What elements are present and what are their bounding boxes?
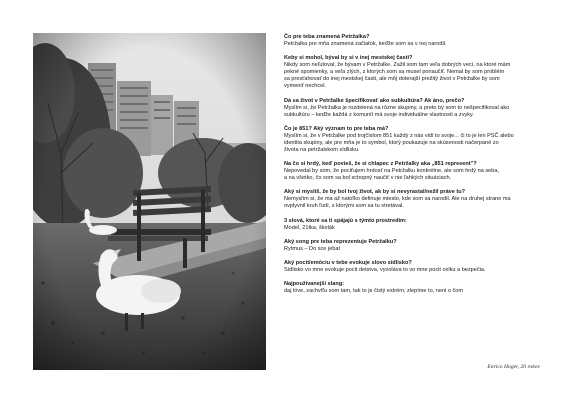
qa-block [284,281,546,295]
question: Aký song pre teba reprezentuje Petržalku? [284,238,397,245]
answer: Rytmus – Do sce jebat [284,245,341,252]
photo-swans-bench [33,33,266,370]
answer: Myslím si, že Petržalka je rozdelená na rôzne skupiny, a preto by som to nešpecifikoval ako subkultúru – keďže každá z komunít má svoje individuálne vlastnosti a zvyky. [284,104,510,118]
answer: Nikdy som neľutoval, že bývam v Petržalke. Zažil som tam veľa dobrých vecí, na ktoré mám pekné spomienky, a veľa zlých, z ktorých som sa musel ponaučiť. Nemal by som problém sa presťahovať do inej mestskej časti, ale môj doterajší prežitý život v Petržalke by som vymeniť nechcel. [284,62,511,90]
question: Čo je 851? Aký význam to pre teba má? [284,125,389,132]
question: Čo pre teba znamená Petržalka? [284,34,370,40]
signature: Enrico Hoger, 20 rokov [487,364,540,370]
question: Najpoužívanejší slang: [284,281,345,288]
answer: Model, 21tka, školák [284,224,335,231]
question: Keby si mohol, býval by si v inej mestskej časti? [284,55,413,62]
question: 3 slová, ktoré sa ti spájajú s týmto prostredím: [284,217,407,224]
qa-block [284,55,546,90]
answer: Nemyslím si, že ma až natoľko definuje miesto, kde som sa narodil. Ale na druhej strane ma ovplyvnil kruh ľudí, s ktorými som sa tu stretával. [284,196,511,210]
photo-swans-bench-icon [33,33,266,370]
question: Dá sa život v Petržalke špecifikovať ako subkultúra? Ak áno, prečo? [284,97,465,104]
qa-block [284,34,546,48]
qa-block [284,218,546,232]
qa-block [284,260,546,274]
qa-block [284,239,546,253]
qa-block [284,98,546,119]
interview-text [284,34,546,302]
question: Aký pocit/emóciu v tebe evokuje slovo sídlisko? [284,259,412,266]
answer: Myslím si, že v Petržalke pod trojčíslom 851 každý z nás vidí to svoje... či to je len PSČ alebo identita skupiny, ale pre mňa je to symbol, ktorý poukazuje na skúsenosti načerpané zo života na petržalskom sídlisku. [284,132,514,153]
qa-block [284,161,546,182]
qa-block [284,189,546,210]
answer: Sídlisko vo mne evokuje pocit detstva, vyvoláva to vo mne pocit celku a bezpečia. [284,266,486,273]
qa-block [284,126,546,154]
answer: daj lóve, zachvíľu som tam, tak to je čistý extrém, zlepíme to, neni o čom [284,288,464,295]
answer: Nepovedal by som, že pociťujem hrdosť na Petržalku konkrétne, ale som hrdý na seba, a na všetko, čo som sa bol schopný naučiť v nie ľahkých situáciach. [284,168,499,182]
question: Na čo si hrdý, keď povieš, že si chlapec z Petržalky aka „851 represent"? [284,161,477,168]
question: Aký si myslíš, že by bol tvoj život, ak by si nevyrastal/nežil práve tu? [284,189,466,196]
answer: Petržalka pre mňa znamená začiatok, keďže som sa v nej narodil. [284,41,447,48]
